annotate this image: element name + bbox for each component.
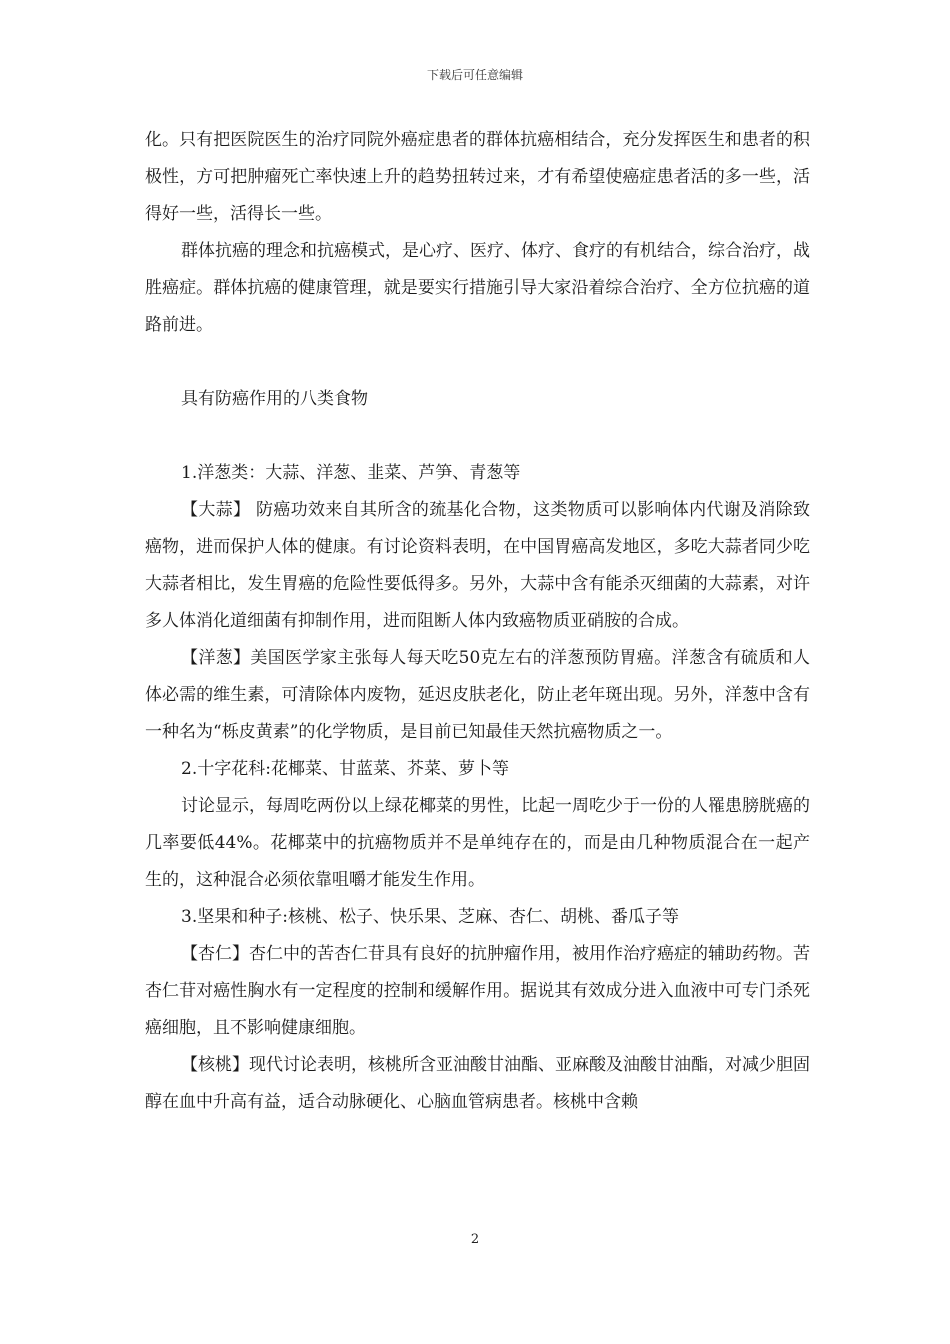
- page-header: 下载后可任意编辑: [426, 68, 523, 82]
- section-heading-nuts: 3.坚果和种子:核桃、松子、快乐果、芝麻、杏仁、胡桃、番瓜子等: [181, 907, 679, 927]
- paragraph-group-anticancer: 群体抗癌的理念和抗癌模式，是心疗、医疗、体疗、食疗的有机结合，综合治疗，战胜癌症。群体抗癌的健康管理，就是要实行措施引导大家沿着综合治疗、全方位抗癌的道路前进。: [145, 241, 810, 335]
- document-body: [145, 122, 810, 1121]
- spacer: [145, 418, 810, 455]
- paragraph-onion: 【洋葱】美国医学家主张每人每天吃50克左右的洋葱预防胃癌。洋葱含有硫质和人体必需的维生素，可清除体内废物，延迟皮肤老化，防止老年斑出现。另外，洋葱中含有一种名为“栎皮黄素”的化学物质，是目前已知最佳天然抗癌物质之一。: [145, 648, 810, 742]
- paragraph-almond: 【杏仁】杏仁中的苦杏仁苷具有良好的抗肿瘤作用，被用作治疗癌症的辅助药物。苦杏仁苷对癌性胸水有一定程度的控制和缓解作用。据说其有效成分进入血液中可专门杀死癌细胞，且不影响健康细胞。: [145, 944, 810, 1038]
- paragraph-garlic: 【大蒜】 防癌功效来自其所含的巯基化合物，这类物质可以影响体内代谢及消除致癌物，进而保护人体的健康。有讨论资料表明，在中国胃癌高发地区，多吃大蒜者同少吃大蒜者相比，发生胃癌的危险性要低得多。另外，大蒜中含有能杀灭细菌的大蒜素，对许多人体消化道细菌有抑制作用，进而阻断人体内致癌物质亚硝胺的合成。: [145, 500, 810, 631]
- paragraph-continuation: 化。只有把医院医生的治疗同院外癌症患者的群体抗癌相结合，充分发挥医生和患者的积极性，方可把肿瘤死亡率快速上升的趋势扭转过来，才有希望使癌症患者活的多一些，活得好一些，活得长一些。: [145, 130, 810, 224]
- paragraph-walnut: 【核桃】现代讨论表明，核桃所含亚油酸甘油酯、亚麻酸及油酸甘油酯，对减少胆固醇在血中升高有益，适合动脉硬化、心脑血管病患者。核桃中含赖: [145, 1055, 810, 1112]
- spacer: [145, 344, 810, 381]
- section-title: 具有防癌作用的八类食物: [181, 389, 368, 409]
- paragraph-cruciferous: 讨论显示，每周吃两份以上绿花椰菜的男性，比起一周吃少于一份的人罹患膀胱癌的几率要低44%。花椰菜中的抗癌物质并不是单纯存在的，而是由几种物质混合在一起产生的，这种混合必须依靠咀嚼才能发生作用。: [145, 796, 810, 890]
- page-number: 2: [470, 1232, 480, 1247]
- section-heading-cruciferous: 2.十字花科:花椰菜、甘蓝菜、芥菜、萝卜等: [181, 759, 509, 779]
- section-heading-onions: 1.洋葱类：大蒜、洋葱、韭菜、芦笋、青葱等: [181, 463, 521, 483]
